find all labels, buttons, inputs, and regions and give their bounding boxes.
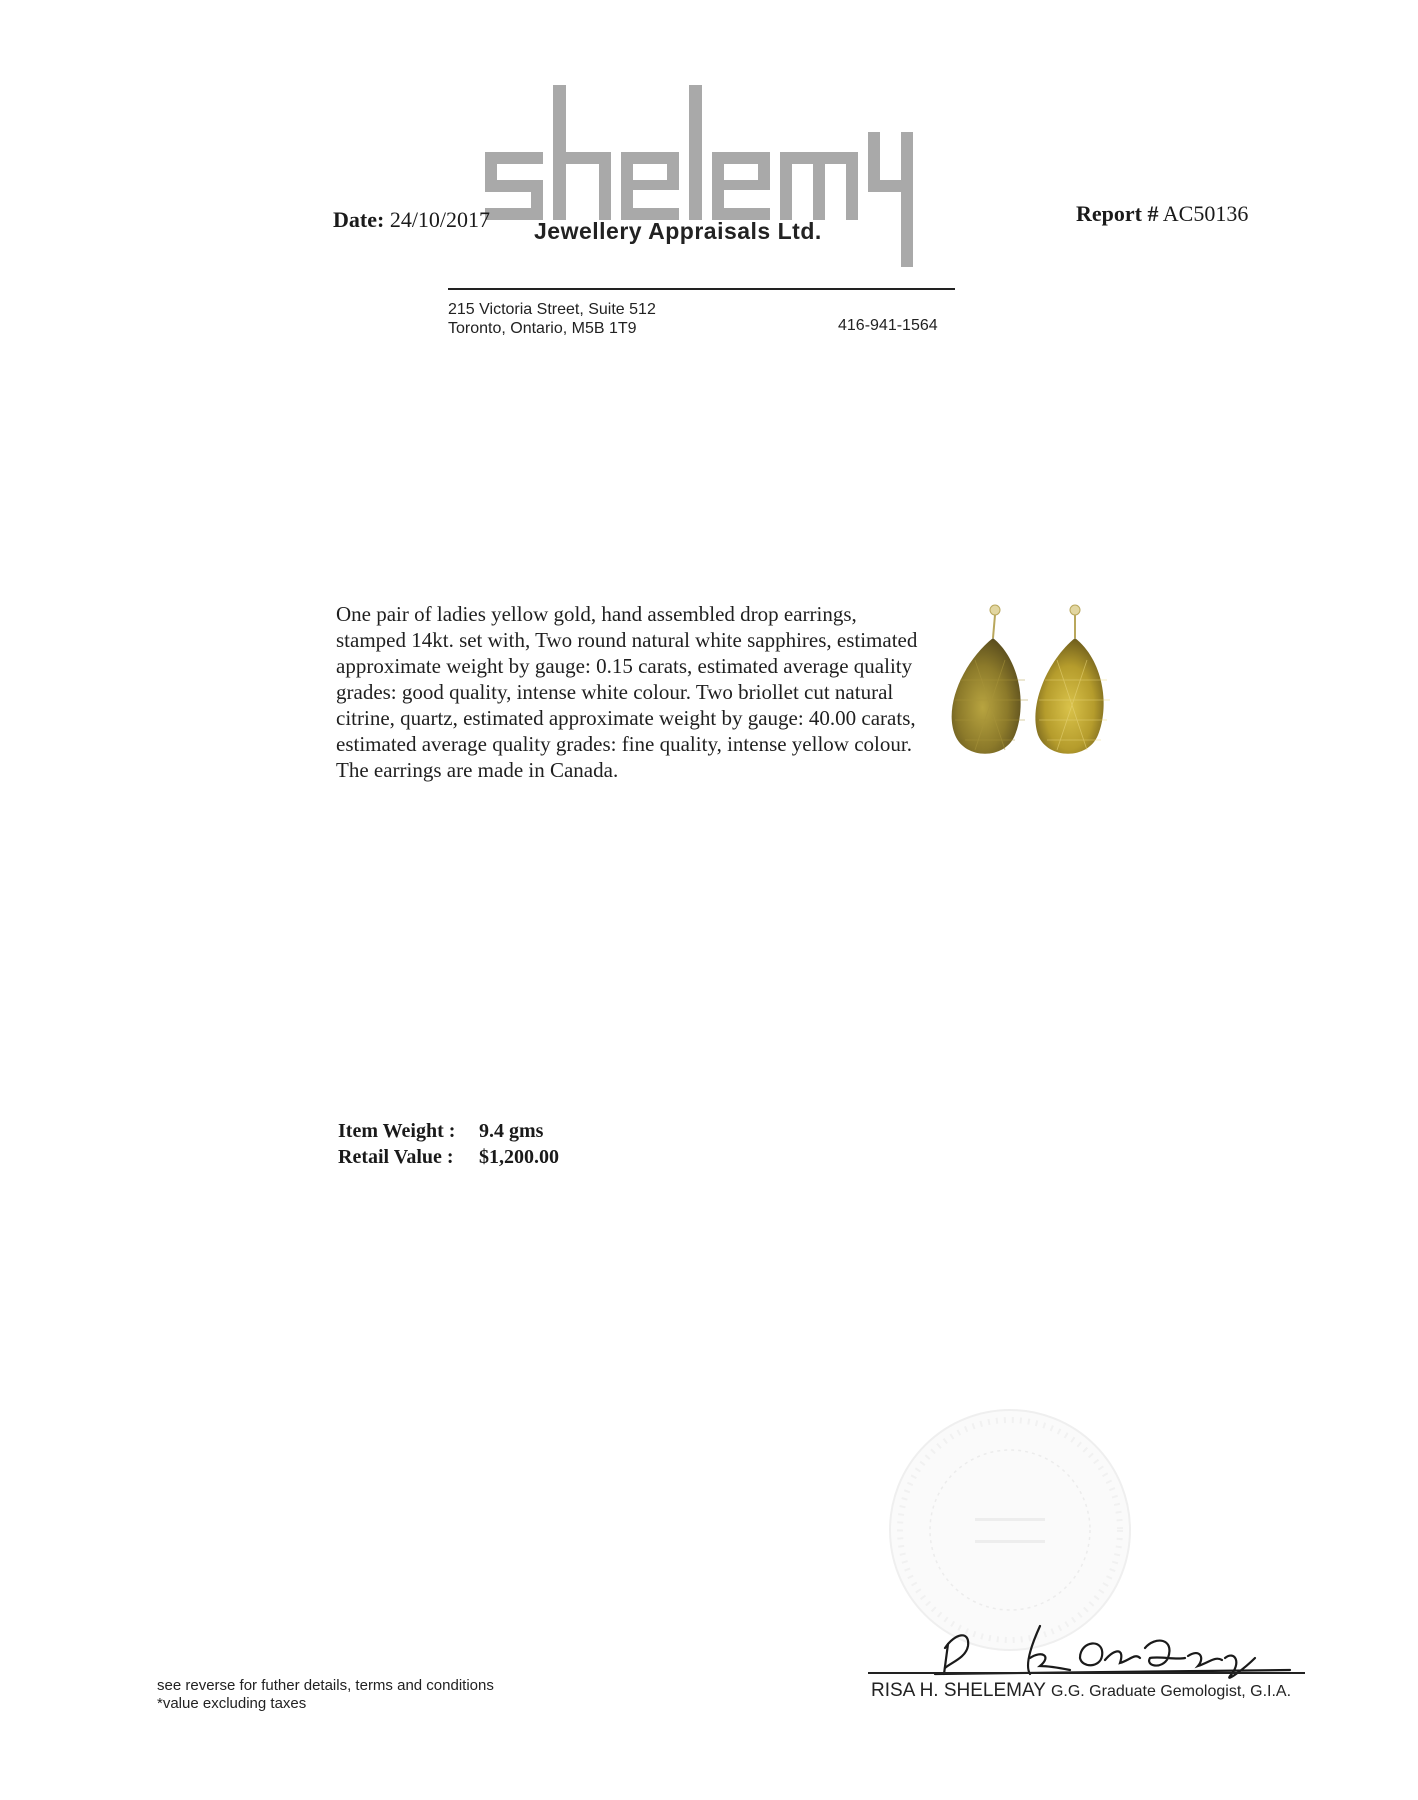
footnote-line-1: see reverse for futher details, terms and conditions <box>157 1677 494 1694</box>
weight-row <box>338 1118 559 1144</box>
date-label: Date: <box>333 207 385 232</box>
signer-name: RISA H. SHELEMAY <box>871 1680 1046 1701</box>
report-value: AC50136 <box>1162 201 1249 226</box>
value-value: $1,200.00 <box>479 1146 559 1168</box>
company-name: Jewellery Appraisals Ltd. <box>534 218 822 244</box>
weight-label: Item Weight : <box>338 1120 456 1142</box>
address-line-1: 215 Victoria Street, Suite 512 <box>448 301 656 318</box>
earrings-photo <box>935 600 1135 775</box>
item-description: One pair of ladies yellow gold, hand assembled drop earrings, stamped 14kt. set with, Two round natural white sapphires, estimated approximate weight by gauge: 0.15 carats, estimated average quality grades: good quality, intense white colour. Two briollet cut natural citrine, quartz, estimated approximate weight by gauge: 40.00 carats, estimated average quality grades: fine quality, intense yellow colour. The earrings are made in Canada. <box>336 602 918 782</box>
company-phone: 416-941-1564 <box>838 317 938 334</box>
signer-info <box>871 1680 1291 1702</box>
item-specs <box>338 1118 559 1170</box>
signer-credentials: G.G. Graduate Gemologist, G.I.A. <box>1050 1683 1292 1700</box>
value-label: Retail Value : <box>338 1146 454 1168</box>
value-row <box>338 1144 559 1170</box>
report-date <box>333 207 490 233</box>
footnote-line-2: *value excluding taxes <box>157 1695 307 1712</box>
header-divider <box>448 288 955 290</box>
report-number <box>1076 201 1248 227</box>
address-line-2: Toronto, Ontario, M5B 1T9 <box>448 320 637 337</box>
weight-value: 9.4 gms <box>479 1120 544 1142</box>
date-value: 24/10/2017 <box>389 207 491 232</box>
report-label: Report # <box>1076 201 1159 226</box>
signature-line <box>868 1672 1305 1674</box>
footnote <box>157 1677 494 1713</box>
company-address <box>448 300 656 338</box>
